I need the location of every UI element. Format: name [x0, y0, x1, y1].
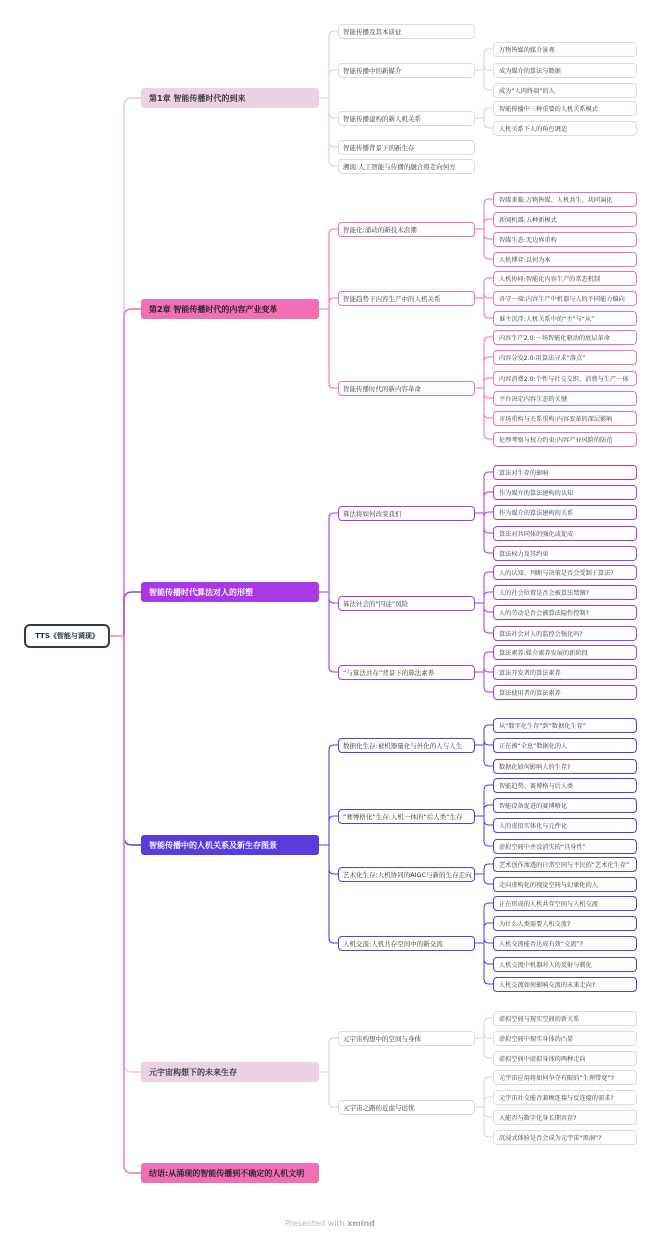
leaf-connector — [484, 108, 493, 113]
sub-connector — [329, 298, 338, 303]
leaf-node[interactable]: 数据化如何影响人的生存? — [493, 759, 637, 774]
leaf-node[interactable]: 人的劳动是否会被算法隐性控制? — [493, 605, 637, 620]
chapter-node[interactable]: 智能传播时代算法对人的形塑 — [141, 582, 319, 602]
subtopic-node[interactable]: 智能化:涌动的新技术浪潮 — [338, 222, 475, 237]
sub-connector — [329, 31, 338, 36]
sub-connector — [329, 667, 338, 672]
subtopic-node[interactable]: “与算法共存”背景下的算法素养 — [338, 665, 475, 680]
leaf-node[interactable]: 人的认知、判断与决策是否会受制于算法? — [493, 565, 637, 580]
sub-connector — [329, 383, 338, 388]
sub-connector — [329, 70, 338, 75]
leaf-connector — [484, 805, 493, 810]
xmind-brand: xmind — [347, 1219, 375, 1228]
subtopic-node[interactable]: 元宇宙构想中的空间与身体 — [338, 1031, 475, 1046]
leaf-connector — [484, 234, 493, 239]
leaf-connector — [484, 278, 493, 283]
leaf-node[interactable]: 内容分发2.0:用算法寻求“落点” — [493, 350, 637, 365]
leaf-connector — [484, 49, 493, 54]
leaf-connector — [484, 293, 493, 298]
subtopic-node[interactable]: 智能传播及其本质征 — [338, 24, 475, 39]
chapter-connector — [124, 636, 141, 845]
leaf-node[interactable]: 内容消费2.0:个性与社交交织、消费与生产一体 — [493, 371, 637, 386]
leaf-connector — [484, 572, 493, 577]
leaf-connector — [484, 938, 493, 943]
subtopic-node[interactable]: “赛博格化”生存:人机一体的“后人类”生存 — [338, 809, 475, 824]
leaf-node[interactable]: 正在被“全息”数据化的人 — [493, 738, 637, 753]
chapter-connector — [124, 309, 141, 636]
subtopic-node[interactable]: 智能趋势下内容生产中的人机关系 — [338, 291, 475, 306]
leaf-connector — [484, 357, 493, 362]
leaf-node[interactable]: 虚拟空间中现实身体的凸显 — [493, 1031, 637, 1046]
leaf-node[interactable]: 智能趋势、赛博格与后人类 — [493, 778, 637, 793]
leaf-connector — [484, 652, 493, 657]
leaf-node[interactable]: 艺术创作渗透的日常空间与平民的“艺术化生存” — [493, 857, 637, 872]
subtopic-node[interactable]: 智能传播背景下的新生存 — [338, 140, 475, 155]
leaf-connector — [484, 472, 493, 477]
footer-prefix: Presented with — [285, 1219, 345, 1228]
leaf-node[interactable]: 人机交流中机器对人的反射与驯化 — [493, 957, 637, 972]
leaf-connector — [484, 903, 493, 908]
leaf-connector — [484, 123, 493, 128]
subtopic-node[interactable]: 智能传播时代的新内容革命 — [338, 381, 475, 396]
leaf-connector — [484, 1112, 493, 1117]
leaf-connector — [484, 434, 493, 439]
leaf-node[interactable]: 各守一端:内容生产中机器与人的不同能力偏向 — [493, 291, 637, 306]
leaf-connector — [484, 820, 493, 825]
leaf-connector — [484, 219, 493, 224]
sub-connector — [329, 598, 338, 603]
subtopic-node[interactable]: 算法将如何改变我们 — [338, 506, 475, 521]
leaf-node[interactable]: 从“数字化生存”到“数据化生存” — [493, 718, 637, 733]
leaf-node[interactable]: 伦理考察与权力约束:内容产业风险的防范 — [493, 432, 637, 447]
leaf-node[interactable]: 作为媒介的算法建构的关系 — [493, 505, 637, 520]
leaf-node[interactable]: 人能否与数字化身长期共存? — [493, 1110, 637, 1125]
leaf-connector — [484, 413, 493, 418]
chapter-connector — [124, 98, 141, 636]
leaf-node[interactable]: 智能设备促进的赛博格化 — [493, 798, 637, 813]
sub-connector — [329, 745, 338, 750]
leaf-connector — [484, 1053, 493, 1058]
leaf-node[interactable]: 人的虚拟实体化与元件化 — [493, 818, 637, 833]
subtopic-node[interactable]: 算法社会的“囚徒”风险 — [338, 596, 475, 611]
leaf-connector — [484, 879, 493, 884]
footer — [0, 1219, 660, 1228]
leaf-node[interactable]: 元宇宙社交能否兼顾连接与反连接的需求? — [493, 1090, 637, 1105]
leaf-connector — [484, 841, 493, 846]
subtopic-node[interactable]: 元宇宙之路的近虑与远忧 — [338, 1100, 475, 1115]
chapter-node[interactable]: 第2章 智能传播时代的内容产业变革 — [141, 299, 319, 319]
leaf-node[interactable]: 走向虚构化的视觉空间与幻象化的人 — [493, 877, 637, 892]
leaf-connector — [484, 378, 493, 383]
sub-connector — [329, 1102, 338, 1107]
leaf-node[interactable]: 成为媒介的算法与数据 — [493, 63, 637, 78]
sub-connector — [329, 229, 338, 234]
leaf-node[interactable]: 虚拟空间中并没消失的“具身性” — [493, 839, 637, 854]
sub-connector — [329, 161, 338, 166]
leaf-node[interactable]: 人的社会位置是否会被算法禁锢? — [493, 585, 637, 600]
leaf-connector — [484, 761, 493, 766]
leaf-connector — [484, 1018, 493, 1023]
chapter-connector — [124, 636, 141, 1072]
subtopic-node[interactable]: 数据化生存:被机器量化与外化的人与人生 — [338, 738, 475, 753]
sub-connector — [329, 869, 338, 874]
sub-connector — [329, 113, 338, 118]
leaf-node[interactable]: 算法使用者的算法素养 — [493, 685, 637, 700]
sub-connector — [329, 142, 338, 147]
leaf-connector — [484, 1077, 493, 1082]
subtopic-node[interactable]: 智能传播中的新媒介 — [338, 63, 475, 78]
leaf-connector — [484, 313, 493, 318]
leaf-node[interactable]: 智能传播中三种重要的人机关系模式 — [493, 101, 637, 116]
leaf-connector — [484, 393, 493, 398]
leaf-node[interactable]: 正在形成的人机共存空间与人机交流 — [493, 896, 637, 911]
leaf-node[interactable]: 智媒来临:万物皆媒、人机共生、共同演化 — [493, 192, 637, 207]
leaf-node[interactable]: 万物皆媒的媒介景观 — [493, 42, 637, 57]
leaf-node[interactable]: 成为“人肉终端”的人 — [493, 83, 637, 98]
leaf-node[interactable]: 人机交流如何影响交流的未来走向? — [493, 977, 637, 992]
subtopic-node[interactable]: 智能传播建构的新人机关系 — [338, 111, 475, 126]
leaf-node[interactable]: 算法开发者的算法素养 — [493, 665, 637, 680]
leaf-node[interactable]: 算法社会对人的监控会强化吗? — [493, 626, 637, 641]
leaf-node[interactable]: 算法对生存的影响 — [493, 465, 637, 480]
leaf-node[interactable]: 智媒生态:无边界重构 — [493, 232, 637, 247]
leaf-connector — [484, 548, 493, 553]
leaf-node[interactable]: 算法权力及其约束 — [493, 546, 637, 561]
leaf-node[interactable]: 谁主沉浮:人机关系中的“主”与“从” — [493, 311, 637, 326]
chapter-node[interactable]: 结语:从涌现的智能传播到不确定的人机文明 — [141, 1163, 319, 1183]
leaf-node[interactable]: 市场重构与关系重构:内容变革的深层影响 — [493, 411, 637, 426]
leaf-connector — [484, 592, 493, 597]
leaf-connector — [484, 1033, 493, 1038]
leaf-connector — [484, 1132, 493, 1137]
chapter-connector — [124, 592, 141, 636]
sub-connector — [329, 938, 338, 943]
leaf-node[interactable]: 新闻机器:五种新模式 — [493, 212, 637, 227]
leaf-connector — [484, 254, 493, 259]
leaf-node[interactable]: 沉浸式体验是否会成为元宇宙“黑洞”? — [493, 1130, 637, 1145]
leaf-connector — [484, 528, 493, 533]
leaf-node[interactable]: 内容生产2.0:一场智能化驱动的底层革命 — [493, 330, 637, 345]
sub-connector — [329, 816, 338, 821]
leaf-node[interactable]: 虚拟空间与现实空间的新关系 — [493, 1011, 637, 1026]
leaf-node[interactable]: 人机关系下人的角色调适 — [493, 121, 637, 136]
leaf-node[interactable]: 平台决定内容生态的关键 — [493, 391, 637, 406]
leaf-connector — [484, 337, 493, 342]
leaf-node[interactable]: 算法对共同体的强化或促成 — [493, 526, 637, 541]
leaf-node[interactable]: 作为媒介的算法建构的认知 — [493, 485, 637, 500]
leaf-connector — [484, 725, 493, 730]
leaf-node[interactable]: 算法素养:媒介素养发展的新阶段 — [493, 645, 637, 660]
chapter-node[interactable]: 元宇宙构想下的未来生存 — [141, 1062, 319, 1082]
leaf-connector — [484, 199, 493, 204]
leaf-node[interactable]: 人机交流能否达成有效“交流”? — [493, 936, 637, 951]
root-node[interactable]: TTS《智能与调现》 — [24, 624, 110, 648]
leaf-node[interactable]: 人机博弈:以何为本 — [493, 252, 637, 267]
leaf-node[interactable]: 元宇宙应用将如何争夺有限的“生理带宽”? — [493, 1070, 637, 1085]
sub-connector — [329, 513, 338, 518]
leaf-connector — [484, 785, 493, 790]
subtopic-node[interactable]: 艺术化生存:人机协同的AIGC与新的生存走向 — [338, 867, 475, 882]
leaf-connector — [484, 607, 493, 612]
chapter-node[interactable]: 第1章 智能传播时代的到来 — [141, 88, 319, 108]
leaf-connector — [484, 687, 493, 692]
leaf-connector — [484, 1097, 493, 1102]
leaf-connector — [484, 667, 493, 672]
leaf-node[interactable]: 虚拟空间中虚拟身体的两种走向 — [493, 1051, 637, 1066]
leaf-connector — [484, 628, 493, 633]
leaf-connector — [484, 512, 493, 517]
subtopic-node[interactable]: 人机交流:人机共存空间中的新交流 — [338, 936, 475, 951]
leaf-connector — [484, 85, 493, 90]
leaf-connector — [484, 864, 493, 869]
leaf-connector — [484, 492, 493, 497]
leaf-node[interactable]: 为什么人类需要人机交流? — [493, 916, 637, 931]
chapter-connector — [124, 636, 141, 1173]
leaf-connector — [484, 959, 493, 964]
leaf-connector — [484, 923, 493, 928]
leaf-connector — [484, 979, 493, 984]
sub-connector — [329, 1038, 338, 1043]
leaf-connector — [484, 65, 493, 70]
leaf-node[interactable]: 人机协同:智能化内容生产的常态机制 — [493, 271, 637, 286]
leaf-connector — [484, 740, 493, 745]
subtopic-node[interactable]: 溯现:人工智能与传播的融合将走向何方 — [338, 159, 475, 174]
chapter-node[interactable]: 智能传播中的人机关系及新生存图景 — [141, 835, 319, 855]
